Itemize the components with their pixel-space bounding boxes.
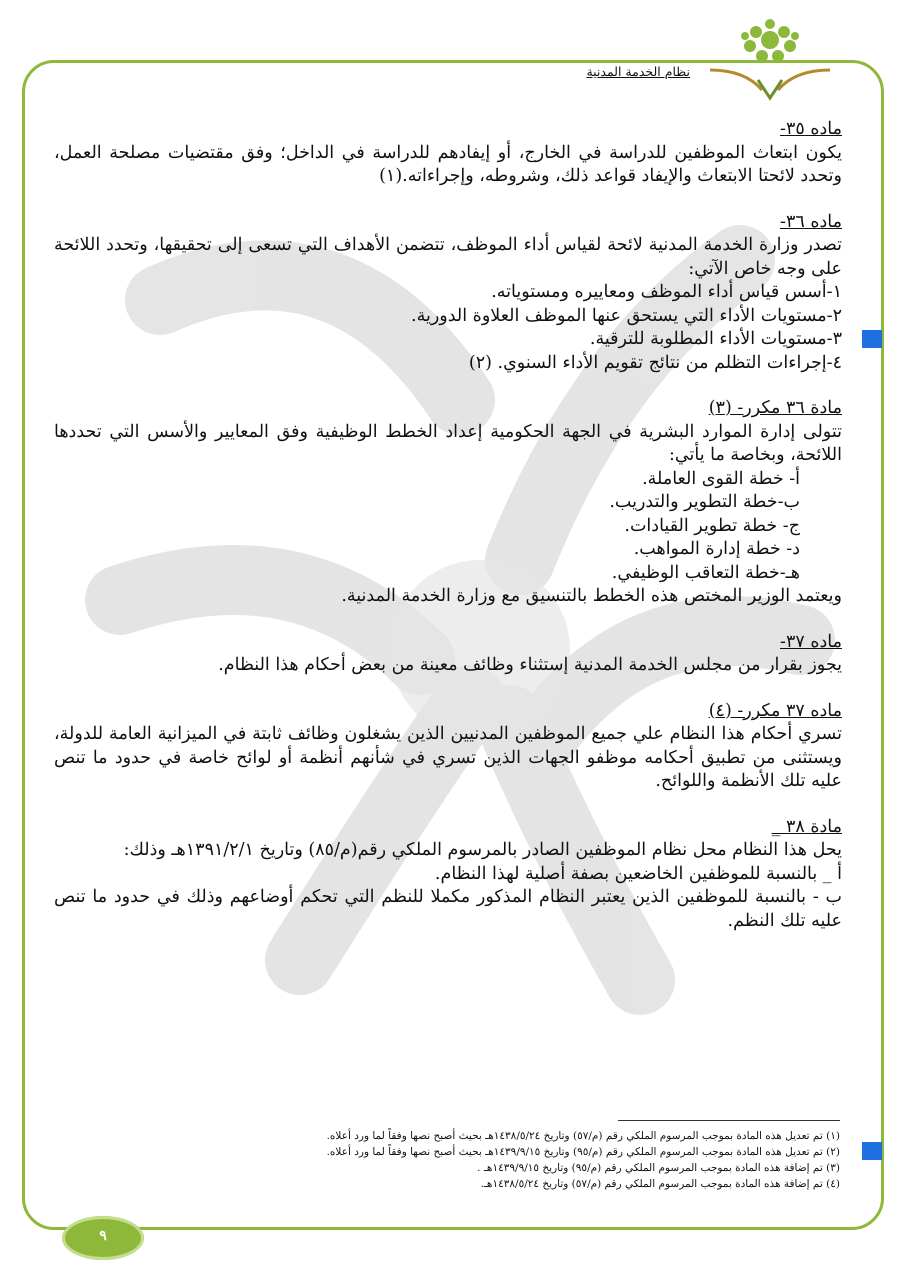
article-37 [54, 631, 842, 678]
margin-marker [862, 1142, 882, 1160]
article-text: يجوز بقرار من مجلس الخدمة المدنية إستثناء وظائف معينة من بعض أحكام هذا النظام. [218, 655, 842, 675]
article-text: تصدر وزارة الخدمة المدنية لائحة لقياس أداء الموظف، تتضمن الأهداف التي تسعى إلى تحقيقها، وتحدد اللائحة على وجه خاص الآتي: [54, 235, 842, 279]
article-36 [54, 211, 842, 376]
list-item: ٤-إجراءات التظلم من نتائج تقويم الأداء السنوي. (٢) [468, 352, 842, 373]
footnote: (٤) تم إضافة هذه المادة بموجب المرسوم الملكي رقم (م/٥٧) وتاريخ ١٤٣٨/٥/٢٤هـ. [480, 1178, 840, 1190]
list-item: هـ-خطة التعاقب الوظيفي. [611, 562, 800, 583]
list-item: ٢-مستويات الأداء التي يستحق عنها الموظف العلاوة الدورية. [411, 305, 842, 326]
article-title: ماده ٣٥- [780, 119, 842, 139]
article-text: تتولى إدارة الموارد البشرية في الجهة الحكومية إعداد الخطط الوظيفية وفق المعايير والأسس التي تحددها اللائحة، وبخاصة ما يأتي: [54, 421, 842, 465]
margin-marker [862, 330, 882, 348]
article-title: ماده ٣٦- [780, 211, 842, 232]
article-title: مادة ٣٦ مكرر- (٣) [708, 398, 842, 418]
footnote: (١) تم تعديل هذه المادة بموجب المرسوم الملكي رقم (م/٥٧) وتاريخ ١٤٣٨/٥/٢٤هـ بحيث أصبح نصها وفقاً لما ورد أعلاه. [326, 1130, 840, 1142]
list-item: ب - بالنسبة للموظفين الذين يعتبر النظام المذكور مكملا للنظم التي تحكم أوضاعهم وذلك في حدود ما تنص عليه تلك النظم. [54, 887, 842, 931]
article-title: مادة ٣٨ _ [771, 816, 842, 837]
article-36-bis [54, 397, 842, 609]
page-number: ٩ [99, 1228, 107, 1244]
article-37-bis [54, 700, 842, 794]
list-item: ٣-مستويات الأداء المطلوبة للترقية. [589, 329, 842, 349]
article-closing: ويعتمد الوزير المختص هذه الخطط بالتنسيق مع وزارة الخدمة المدنية. [341, 586, 842, 606]
document-header: نظام الخدمة المدنية [586, 64, 690, 79]
article-text: تسري أحكام هذا النظام علي جميع الموظفين المدنيين الذين يشغلون وظائف ثابتة في الميزانية العامة للدولة، ويستثنى من تطبيق أحكامه موظفو الجهات الذين تسري في شأنهم أنظمة أو لوائح خاصة في حدود ما تنص عليه تلك الأنظمة واللوائح. [54, 724, 842, 791]
list-item: ج- خطة تطوير القيادات. [624, 515, 800, 536]
list-item: ١-أسس قياس أداء الموظف ومعاييره ومستوياته. [491, 282, 842, 302]
article-title: ماده ٣٧ مكرر- (٤) [708, 700, 842, 721]
list-item: أ- خطة القوى العاملة. [642, 468, 800, 489]
article-35 [54, 118, 842, 189]
footnote-separator [618, 1120, 840, 1121]
footnote: (٢) تم تعديل هذه المادة بموجب المرسوم الملكي رقم (م/٩٥) وتاريخ ١٤٣٩/٩/١٥هـ بحيث أصبح نصها وفقاً لما ورد أعلاه. [326, 1146, 840, 1158]
list-item: أ _ بالنسبة للموظفين الخاضعين بصفة أصلية لهذا النظام. [434, 863, 842, 884]
list-item: ب-خطة التطوير والتدريب. [609, 492, 800, 512]
footnotes [200, 1128, 840, 1192]
article-text: يكون ابتعاث الموظفين للدراسة في الخارج، أو إيفادهم للدراسة في الداخل؛ وفق مقتضيات مصلحة العمل، وتحدد لائحتا الابتعاث والإيفاد قواعد ذلك، وشروطه، وإجراءاته.(١) [54, 142, 842, 186]
footnote: (٣) تم إضافة هذه المادة بموجب المرسوم الملكي رقم (م/٩٥) وتاريخ ١٤٣٩/٩/١٥هـ . [477, 1162, 840, 1174]
list-item: د- خطة إدارة المواهب. [633, 539, 800, 559]
document-body [54, 118, 842, 955]
ministry-logo [700, 10, 840, 110]
article-38 [54, 816, 842, 934]
article-text: يحل هذا النظام محل نظام الموظفين الصادر بالمرسوم الملكي رقم(م/٨٥) وتاريخ ١٣٩١/٢/١هـ وذلك: [123, 840, 842, 860]
article-title: ماده ٣٧- [780, 631, 842, 652]
